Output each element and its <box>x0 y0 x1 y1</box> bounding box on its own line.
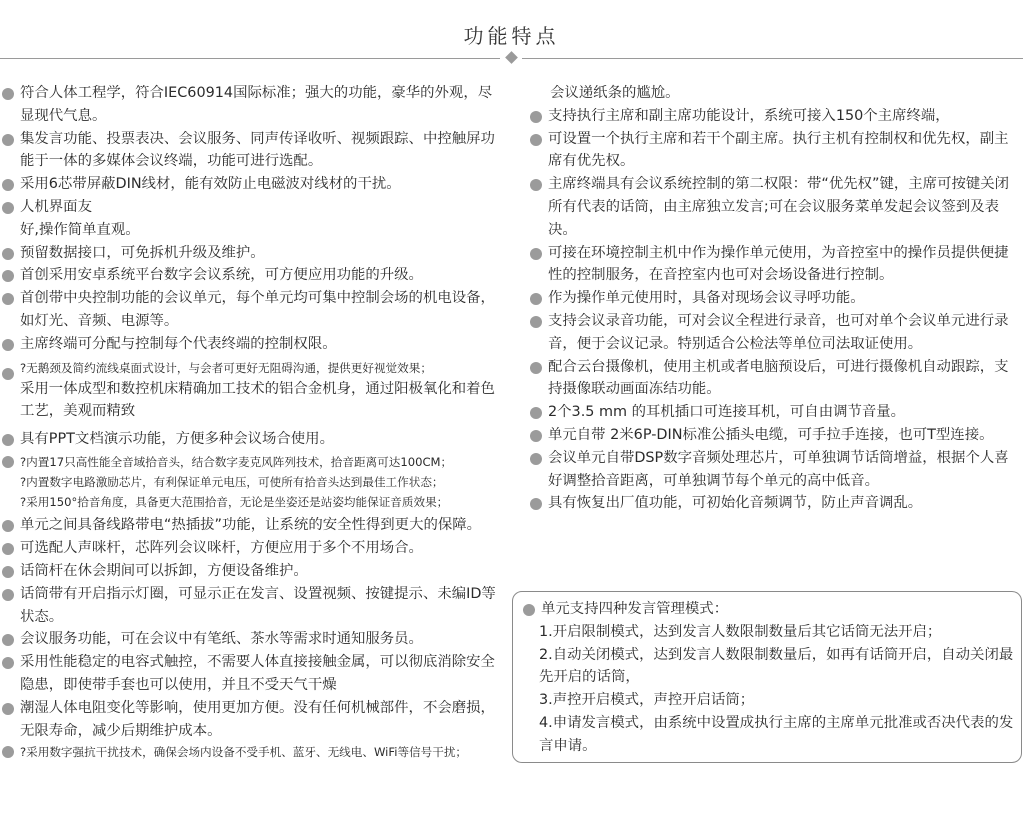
speech-modes-box <box>512 591 1022 763</box>
feature-item: 首创带中央控制功能的会议单元，每个单元均可集中控制会场的机电设备，如灯光、音频、电源等。 <box>2 287 502 333</box>
feature-item: 可设置一个执行主席和若干个副主席。执行主机有控制权和优先权，副主席有优先权。 <box>530 128 1022 174</box>
feature-item: 配合云台摄像机，使用主机或者电脑预设后，可进行摄像机自动跟踪，支持摄像联动画面冻结功能。 <box>530 356 1022 402</box>
bullet-icon <box>2 88 14 100</box>
feature-item: 话筒杆在休会期间可以拆卸，方便设备维护。 <box>2 560 502 583</box>
title-rule-right <box>522 58 1023 59</box>
feature-item: 主席终端可分配与控制每个代表终端的控制权限。 <box>2 333 502 356</box>
bullet-icon <box>523 604 535 616</box>
bullet-icon <box>530 111 542 123</box>
bullet-icon <box>2 703 14 715</box>
mode-line: 4.申请发言模式，由系统中设置成执行主席的主席单元批准或否决代表的发言申请。 <box>539 714 1014 754</box>
bullet-icon <box>530 407 542 419</box>
bullet-icon <box>2 339 14 351</box>
feature-item: 集发言功能、投票表决、会议服务、同声传译收听、视频跟踪、中控触屏功能于一体的多媒体会议终端，功能可进行选配。 <box>2 128 502 174</box>
bullet-icon <box>2 248 14 260</box>
feature-item: 可选配人声咪杆，芯阵列会议咪杆，方便应用于多个不用场合。 <box>2 537 502 560</box>
bullet-icon <box>2 634 14 646</box>
feature-item: 采用6芯带屏蔽DIN线材，能有效防止电磁波对线材的干扰。 <box>2 173 502 196</box>
bullet-icon <box>530 430 542 442</box>
feature-item: 支持执行主席和副主席功能设计，系统可接入150个主席终端， <box>530 105 1022 128</box>
feature-item: 人机界面友 好,操作简单直观。 <box>2 196 502 242</box>
bullet-icon <box>530 498 542 510</box>
bullet-icon <box>2 746 14 758</box>
bullet-icon <box>2 589 14 601</box>
feature-item: 具有恢复出厂值功能，可初始化音频调节，防止声音调乱。 <box>530 492 1022 515</box>
feature-small-text: ?无鹅颈及简约流线桌面式设计，与会者可更好无阻碍沟通，提供更好视觉效果； <box>20 360 432 375</box>
bullet-icon <box>2 434 14 446</box>
feature-item: 首创采用安卓系统平台数字会议系统，可方便应用功能的升级。 <box>2 264 502 287</box>
title-rule-left <box>0 58 500 59</box>
feature-item: ?内置17只高性能全音域拾音头，结合数字麦克风阵列技术，拾音距离可达100CM； ?内置数字电路激励芯片，有利保证单元电压，可使所有拾音头达到最佳工作状态； ?采用150°拾音角度，具备更大范围拾音，无论是坐姿还是站姿均能保证音质效果； <box>2 452 502 512</box>
feature-item: 单元之间具备线路带电“热插拔”功能，让系统的安全性得到更大的保障。 <box>2 514 502 537</box>
bullet-icon <box>530 293 542 305</box>
left-column <box>2 82 502 762</box>
feature-item: 单元自带 2米6P-DIN标准公插头电缆，可手拉手连接，也可T型连接。 <box>530 424 1022 447</box>
bullet-icon <box>530 362 542 374</box>
feature-item: 采用性能稳定的电容式触控，不需要人体直接接触金属，可以彻底消除安全隐患，即使带手套也可以使用，并且不受天气干燥 <box>2 651 502 697</box>
feature-item: 2个3.5 mm 的耳机插口可连接耳机，可自由调节音量。 <box>530 401 1022 424</box>
divider-diamond <box>505 51 518 64</box>
mode-line: 1.开启限制模式，达到发言人数限制数量后其它话筒无法开启； <box>539 623 942 640</box>
bullet-icon <box>530 316 542 328</box>
bullet-icon <box>2 368 14 380</box>
bullet-icon <box>2 566 14 578</box>
bullet-icon <box>2 270 14 282</box>
feature-item: 支持会议录音功能，可对会议全程进行录音，也可对单个会议单元进行录音，便于会议记录。特别适合公检法等单位司法取证使用。 <box>530 310 1022 356</box>
feature-item: 具有PPT文档演示功能，方便多种会议场合使用。 <box>2 428 502 451</box>
feature-item: 主席终端具有会议系统控制的第二权限：带“优先权”键，主席可按键关闭所有代表的话筒，由主席独立发言;可在会议服务菜单发起会议签到及表决。 <box>530 173 1022 241</box>
bullet-icon <box>2 543 14 555</box>
bullet-icon <box>530 179 542 191</box>
feature-sub-text: 采用一体成型和数控机床精确加工技术的铝合金机身，通过阳极氧化和着色工艺，美观而精致 <box>20 380 495 419</box>
feature-item: 会议单元自带DSP数字音频处理芯片，可单独调节话筒增益，根据个人喜好调整拾音距离，可单独调节每个单元的高中低音。 <box>530 447 1022 493</box>
modes-heading: 单元支持四种发言管理模式： <box>523 598 1015 621</box>
feature-continuation: 会议递纸条的尴尬。 <box>550 85 680 101</box>
mode-line: 3.声控开启模式，声控开启话筒； <box>539 692 755 709</box>
mode-line: 2.自动关闭模式，达到发言人数限制数量后，如再有话筒开启，自动关闭最先开启的话筒， <box>539 646 1014 686</box>
right-column <box>530 82 1022 515</box>
feature-item: 会议服务功能，可在会议中有笔纸、茶水等需求时通知服务员。 <box>2 628 502 651</box>
feature-item: 预留数据接口，可免拆机升级及维护。 <box>2 242 502 265</box>
feature-item: 话筒带有开启指示灯圈，可显示正在发言、设置视频、按键提示、未编ID等状态。 <box>2 583 502 629</box>
bullet-icon <box>530 248 542 260</box>
bullet-icon <box>2 134 14 146</box>
page-title: 功能特点 <box>463 24 560 48</box>
feature-sub-text: 好,操作简单直观。 <box>20 221 140 238</box>
feature-item: 作为操作单元使用时，具备对现场会议寻呼功能。 <box>530 287 1022 310</box>
bullet-icon <box>2 293 14 305</box>
bullet-icon <box>530 134 542 146</box>
feature-item <box>2 358 502 422</box>
feature-item: ?采用数字强抗干扰技术，确保会场内设备不受手机、蓝牙、无线电、WiFi等信号干扰； <box>2 742 502 762</box>
feature-item: 可接在环境控制主机中作为操作单元使用，为音控室中的操作员提供便捷性的控制服务，在音控室内也可对会场设备进行控制。 <box>530 242 1022 288</box>
feature-item: 潮湿人体电阻变化等影响，使用更加方便。没有任何机械部件，不会磨损，无限寿命，减少后期维护成本。 <box>2 697 502 743</box>
bullet-icon <box>2 179 14 191</box>
bullet-icon <box>530 453 542 465</box>
feature-item: 符合人体工程学，符合IEC60914国际标准；强大的功能，豪华的外观，尽显现代气息。 <box>2 82 502 128</box>
bullet-icon <box>2 657 14 669</box>
bullet-icon <box>2 520 14 532</box>
bullet-icon <box>2 456 14 468</box>
bullet-icon <box>2 202 14 214</box>
